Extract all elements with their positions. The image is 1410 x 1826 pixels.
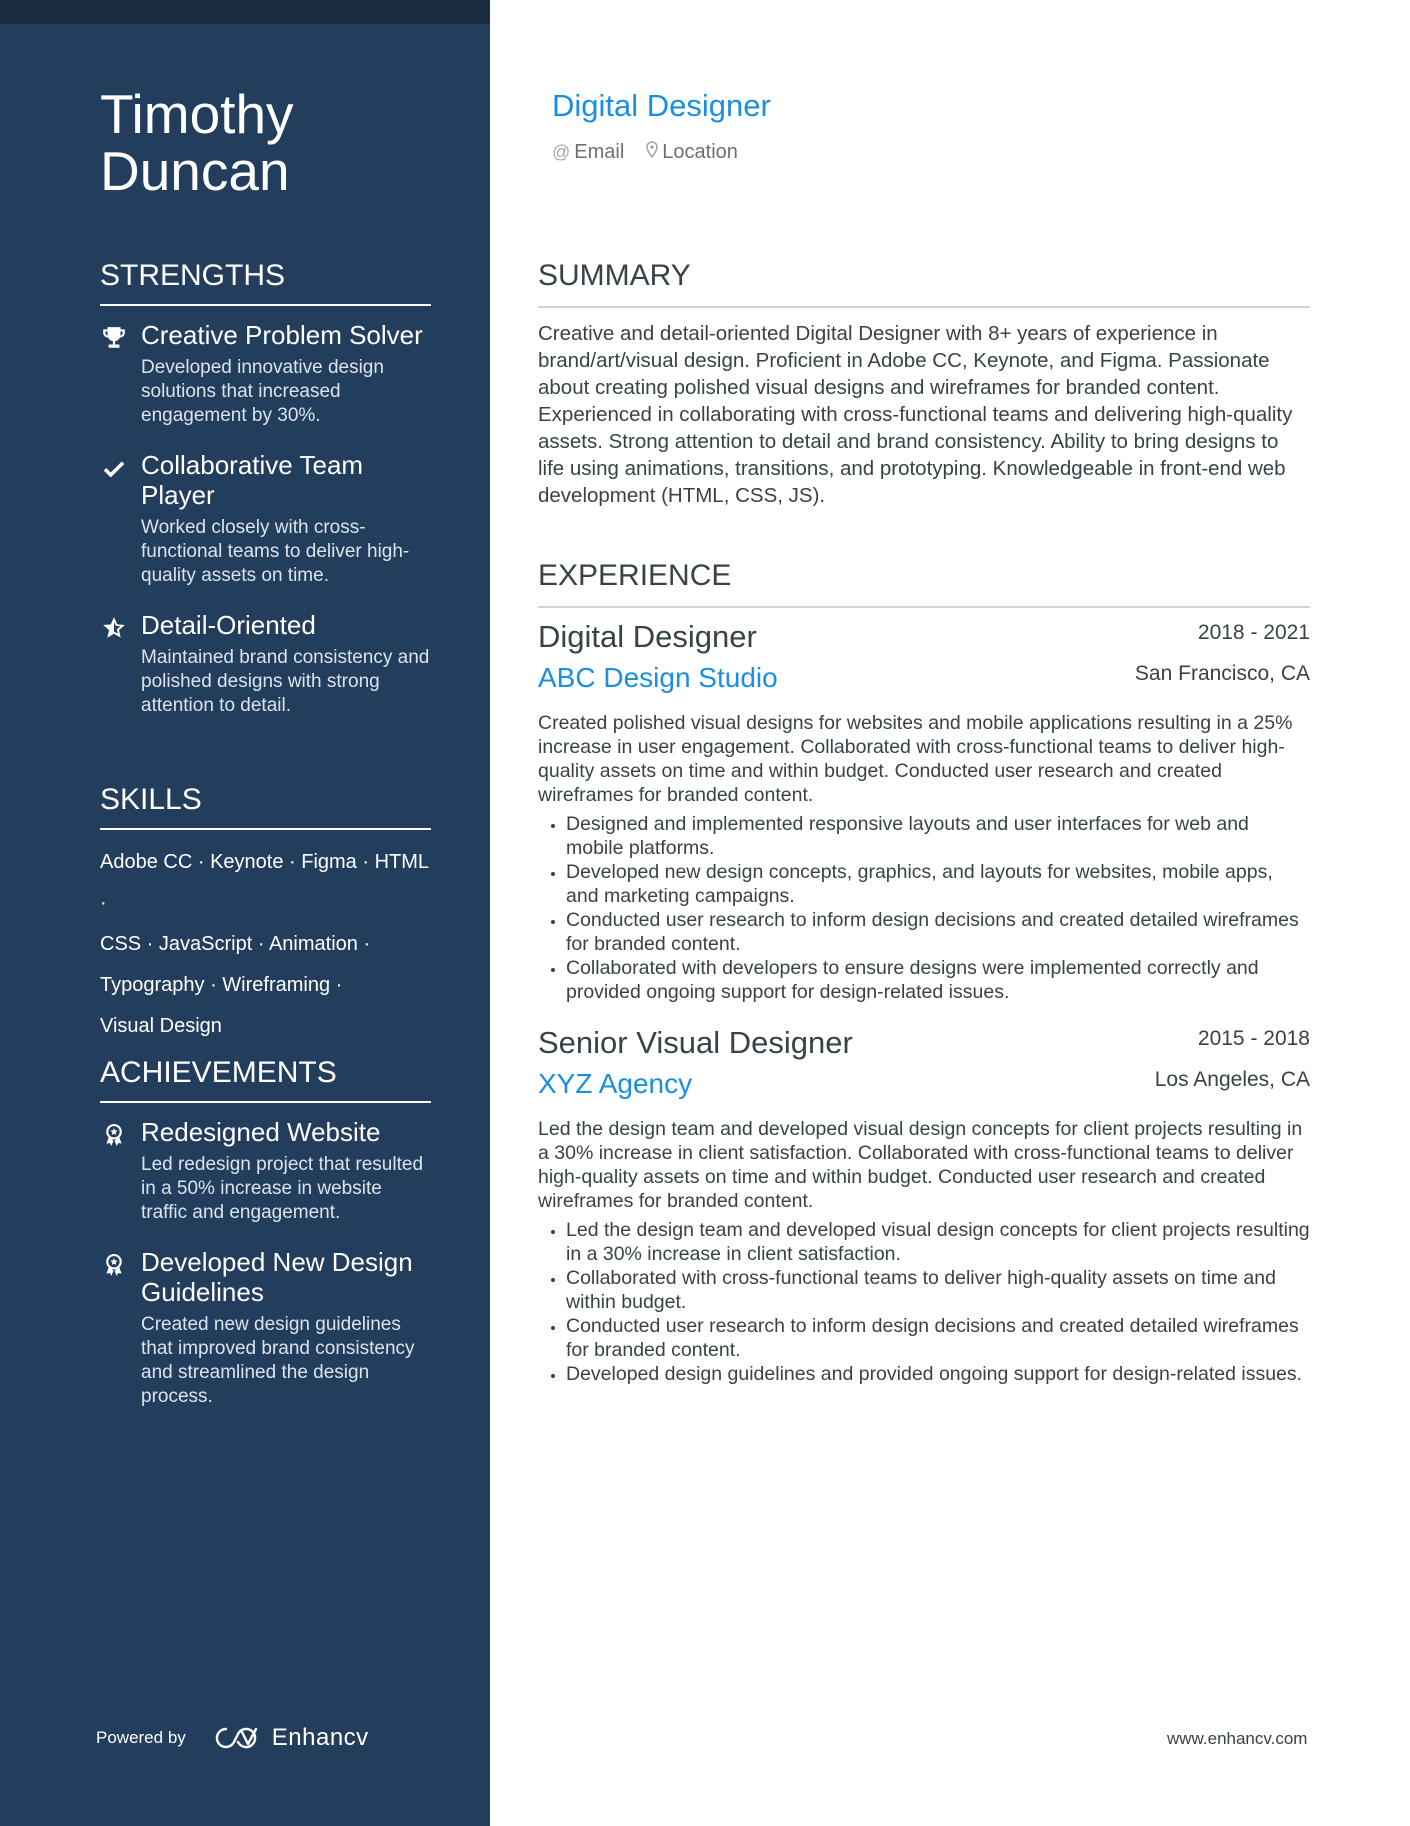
location-label: Location [662, 141, 738, 163]
job-position: Digital Designer [538, 619, 757, 654]
summary-text: Creative and detail-oriented Digital Designer with 8+ years of experience in brand/art/visual design. Proficient in Adobe CC, Keynote, and Figma. Passionate about creating polished visual designs and wireframes for branded content. Experienced in collaborating with cross-functional teams and delivering high-quality assets. Strong attention to detail and brand consistency. Ability to bring designs to life using animations, transitions, and prototyping. Knowledgeable in front-end web development (HTML, CSS, JS). [538, 322, 1293, 507]
powered-by [96, 1724, 369, 1752]
job-dates: 2018 - 2021 [1197, 621, 1310, 644]
location-contact [646, 141, 738, 164]
achievement-desc: Created new design guidelines that improved brand consistency and streamlined the design process. [141, 1314, 415, 1407]
award-icon [100, 1121, 128, 1149]
candidate-name [100, 83, 460, 202]
achievement-title: Redesigned Website [141, 1117, 381, 1147]
award-icon [100, 1251, 128, 1279]
strength-desc: Maintained brand consistency and polished designs with strong attention to detail. [141, 647, 430, 716]
skill-tag: HTML [374, 851, 429, 873]
job-bullet: • Developed new design concepts, graphics, and layouts for websites, mobile apps, and marketing campaigns. [566, 860, 1310, 908]
sidebar [0, 0, 490, 1826]
strength-desc: Developed innovative design solutions that increased engagement by 30%. [141, 357, 384, 426]
strengths-title: STRENGTHS [100, 258, 431, 306]
achievement-desc: Led redesign project that resulted in a 50% increase in website traffic and engagement. [141, 1154, 424, 1223]
website-link[interactable]: www.enhancv.com [1167, 1729, 1308, 1748]
job-description: Led the design team and developed visual design concepts for client projects resulting in a 30% increase in client satisfaction. Collaborated with cross-functional teams to deliver high-quality assets on time and within budget. Conducted user research and created wireframes for branded content. [538, 1118, 1303, 1212]
achievement-item [100, 1247, 431, 1409]
achievement-item [100, 1117, 431, 1225]
strength-desc: Worked closely with cross-functional teams to deliver high-quality assets on time. [141, 517, 410, 586]
skills-title: SKILLS [100, 782, 431, 830]
enhancv-logo-icon [214, 1726, 262, 1750]
contact-info [552, 141, 760, 164]
sidebar-top-strip [0, 0, 490, 24]
strength-title: Collaborative Team Player [141, 450, 364, 510]
email-label: Email [574, 141, 625, 163]
enhancv-logo[interactable] [214, 1724, 369, 1752]
experience-entry [538, 1023, 1310, 1386]
skill-tag: Adobe CC [100, 851, 193, 873]
summary-title: SUMMARY [538, 258, 1310, 308]
job-bullet: • Conducted user research to inform design decisions and created detailed wireframes for branded content. [566, 908, 1310, 956]
trophy-icon [100, 324, 128, 352]
job-company: ABC Design Studio [538, 662, 778, 693]
skill-tag: CSS [100, 933, 142, 955]
skills-section [100, 782, 431, 1047]
job-company: XYZ Agency [538, 1068, 693, 1099]
achievement-title: Developed New Design Guidelines [141, 1247, 413, 1307]
job-bullet: • Collaborated with developers to ensure designs were implemented correctly and provided ongoing support for design-related issues. [566, 956, 1310, 1004]
strength-item [100, 450, 431, 588]
job-bullet: • Developed design guidelines and provided ongoing support for design-related issues. [566, 1362, 1310, 1386]
achievements-title: ACHIEVEMENTS [100, 1055, 431, 1103]
job-bullet: • Collaborated with cross-functional teams to deliver high-quality assets on time and within budget. [566, 1266, 1310, 1314]
job-description: Created polished visual designs for websites and mobile applications resulting in a 25% increase in user engagement. Collaborated with cross-functional teams to deliver high-quality assets on time and within budget. Conducted user research and created wireframes for branded content. [538, 712, 1293, 806]
job-location: Los Angeles, CA [1154, 1068, 1310, 1091]
strength-item [100, 320, 431, 428]
skill-tag: Figma [301, 851, 357, 873]
enhancv-brand-name: Enhancv [271, 1724, 369, 1751]
job-bullet: • Conducted user research to inform design decisions and created detailed wireframes for branded content. [566, 1314, 1310, 1362]
job-title-header: Digital Designer [552, 88, 771, 123]
strengths-section [100, 258, 431, 740]
skill-tag: JavaScript [158, 933, 253, 955]
name-first: Timothy [100, 83, 294, 145]
name-last: Duncan [100, 140, 290, 202]
email-contact[interactable] [552, 141, 624, 164]
star-half-icon [100, 614, 128, 642]
strength-title: Detail-Oriented [141, 610, 316, 640]
skill-tag: Visual Design [100, 1015, 222, 1037]
job-position: Senior Visual Designer [538, 1025, 853, 1060]
achievements-section [100, 1055, 431, 1431]
skills-list: Adobe CC · Keynote · Figma · HTML · CSS · JavaScript · Animation · Typography · Wireframing · Visual Design [100, 851, 429, 1037]
strength-title: Creative Problem Solver [141, 320, 423, 350]
location-pin-icon [646, 141, 658, 164]
powered-by-label: Powered by [96, 1728, 186, 1747]
job-dates: 2015 - 2018 [1197, 1027, 1310, 1050]
skill-tag: Wireframing [222, 974, 331, 996]
job-bullets [538, 1218, 1310, 1386]
checkmark-icon [100, 454, 128, 482]
skill-tag: Keynote [210, 851, 284, 873]
experience-entry [538, 617, 1310, 1004]
experience-title: EXPERIENCE [538, 558, 1310, 608]
job-bullets [538, 812, 1310, 1004]
strength-item [100, 610, 431, 718]
skill-tag: Typography [100, 974, 205, 996]
job-location: San Francisco, CA [1134, 662, 1310, 685]
job-bullet: • Led the design team and developed visual design concepts for client projects resulting in a 30% increase in client satisfaction. [566, 1218, 1310, 1266]
job-bullet: • Designed and implemented responsive layouts and user interfaces for web and mobile platforms. [566, 812, 1310, 860]
at-sign-icon: @ [552, 142, 571, 162]
skill-tag: Animation [268, 933, 358, 955]
